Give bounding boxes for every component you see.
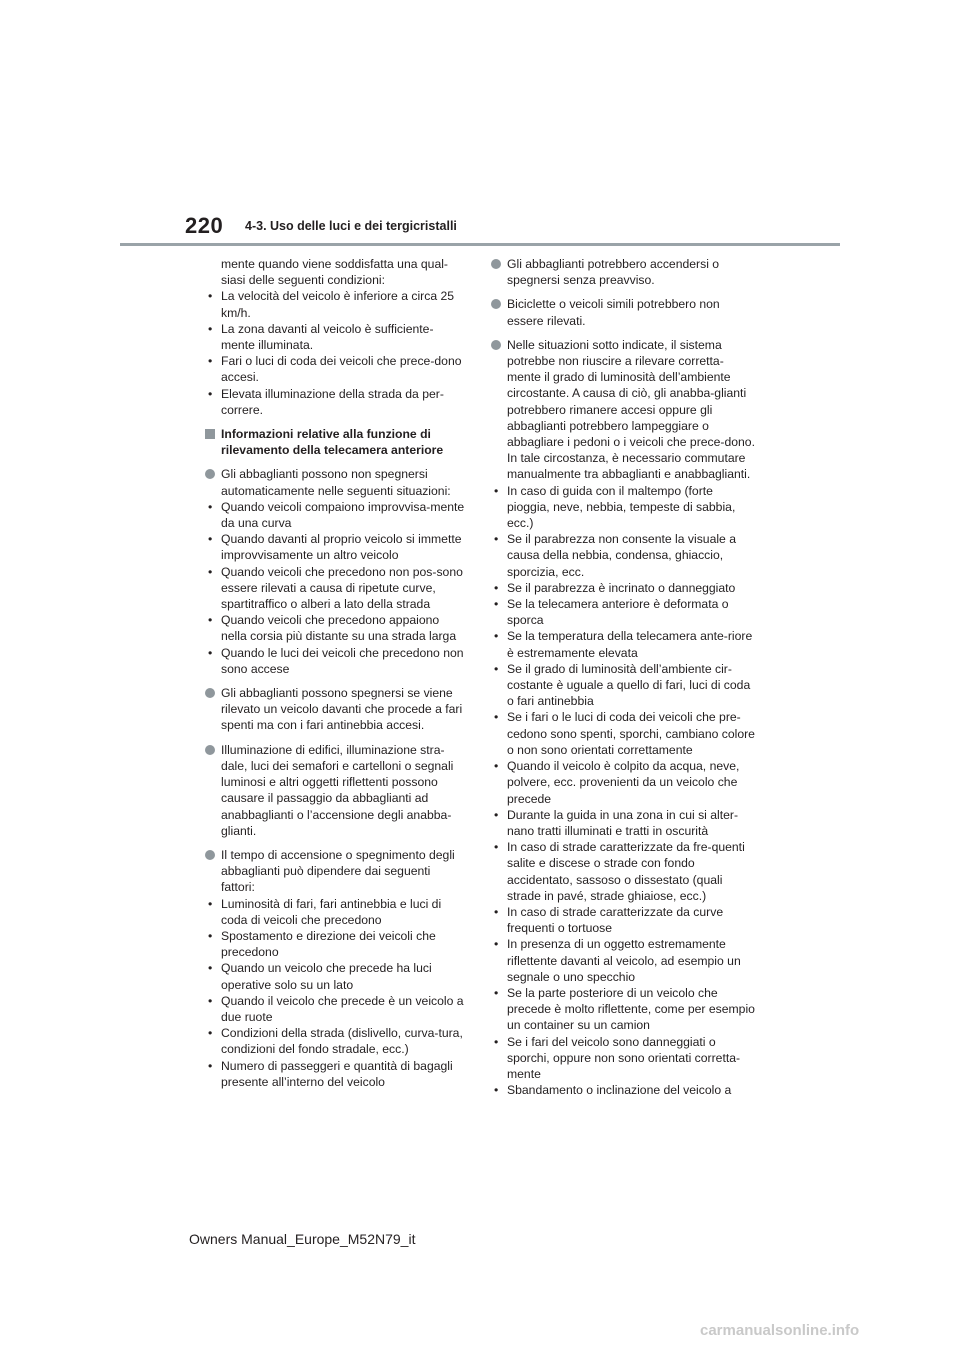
intro-list-item: • La velocità del veicolo è inferiore a circa 25 km/h. [208,289,455,320]
list-item: • Quando il veicolo è colpito da acqua, neve, polvere, ecc. provenienti da un veicolo che precede [494,759,740,806]
dot-icon: • [208,532,213,547]
dot-icon: • [494,985,499,1000]
dot-icon: • [494,1083,499,1098]
circle-bullet-icon [205,685,215,698]
list-item: • In caso di strade caratterizzate da fre-quenti salite e discese o strade con fondo accidentato, sassoso o dissestato (quali strade in pavé, strade ghiaiose, ecc.) [494,840,745,903]
dot-icon: • [208,1058,213,1073]
dot-icon: • [208,499,213,514]
bullet-paragraph: Il tempo di accensione o spegnimento degli abbaglianti può dipendere dai seguenti fattori: [205,847,467,896]
bullet-paragraph: Gli abbaglianti possono non spegnersi automaticamente nelle seguenti situazioni: [205,466,467,498]
dot-icon: • [208,645,213,660]
list-item: • Quando le luci dei veicoli che precedono non sono accese [208,645,464,676]
bullet-block [205,742,467,839]
list-item: • Luminosità di fari, fari antinebbia e luci di coda di veicoli che precedono [208,896,442,927]
dot-icon: • [208,928,213,943]
dot-icon: • [494,840,499,855]
list-item: • Se la temperatura della telecamera ante-riore è estremamente elevata [494,629,753,660]
list-item: • Spostamento e direzione dei veicoli che precedono [208,928,436,960]
dot-icon: • [494,483,499,498]
header-rule [120,243,840,246]
list-item: • Quando davanti al proprio veicolo si immette improvvisamente un altro veicolo [208,532,462,563]
intro-block [205,256,467,418]
list-item: • In presenza di un oggetto estremamente riflettente davanti al veicolo, ad esempio un segnale o uno specchio [494,937,741,984]
dot-icon: • [208,993,213,1008]
bullet-paragraph: Nelle situazioni sotto indicate, il sistema potrebbe non riuscire a rilevare corretta-mente il grado di luminosità dell’ambiente circostante. A causa di ciò, gli anabba-glianti potrebbero rimanere accesi oppure gli abbaglianti potrebbero lampeggiare o abbagliare i pedoni o i veicoli che prece-dono. In tale circostanza, è necessario commutare manualmente tra abbaglianti e anabbaglianti. [491,337,755,483]
section-heading: Informazioni relative alla funzione di rilevamento della telecamera anteriore [205,426,467,458]
dot-icon: • [494,597,499,612]
dot-icon: • [208,961,213,976]
dot-icon: • [208,613,213,628]
dot-icon: • [494,532,499,547]
bullet-paragraph: Biciclette o veicoli simili potrebbero non essere rilevati. [491,296,755,328]
intro-list [205,288,467,418]
section-title: 4-3. Uso delle luci e dei tergicristalli [245,219,457,233]
list-item: • Quando veicoli che precedono appaiono nella corsia più distante su una strada larga [208,613,457,644]
bullet-block [491,337,755,1099]
watermark: carmanualsonline.info [700,1322,860,1339]
right-column [491,256,755,1106]
dot-icon: • [494,661,499,676]
list-item: • Quando veicoli compaiono improvvisa-mente da una curva [208,499,465,531]
list-item: • Se il parabrezza non consente la visuale a causa della nebbia, condensa, ghiaccio, sporcizia, ecc. [494,532,736,579]
bullet-block [205,685,467,734]
dot-icon: • [208,386,213,401]
bullet-block [205,847,467,1090]
intro-list-item: • Fari o luci di coda dei veicoli che prece-dono accesi. [208,354,462,385]
left-column [205,256,467,1098]
circle-bullet-icon [491,296,501,309]
list-item: • Se i fari del veicolo sono danneggiati o sporchi, oppure non sono orientati corretta-mente [494,1034,741,1081]
intro-list-item: • Elevata illuminazione della strada da per-correre. [208,386,444,417]
dot-icon: • [494,904,499,919]
circle-bullet-icon [205,742,215,755]
intro-text: mente quando viene soddisfatta una qual-siasi delle seguenti condizioni: [221,257,448,288]
list-item: • Se la parte posteriore di un veicolo che precede è molto riflettente, come per esempio un container su un camion [494,985,755,1033]
dot-icon: • [494,629,499,644]
list-item: • In caso di strade caratterizzate da curve frequenti o tortuose [494,904,724,936]
dot-icon: • [208,354,213,369]
bullet-block [491,296,755,328]
footer-text: Owners Manual_Europe_M52N79_it [189,1231,416,1247]
list-item: • Quando veicoli che precedono non pos-sono essere rilevati a causa di ripetute curve, spartitraffico o alberi a lato della strada [208,564,463,612]
dot-icon: • [208,1026,213,1041]
list-item: • Sbandamento o inclinazione del veicolo a [494,1083,732,1098]
dot-icon: • [208,321,213,336]
dot-icon: • [208,896,213,911]
dot-icon: • [208,289,213,304]
dot-icon: • [494,807,499,822]
list-item: • In caso di guida con il maltempo (forte pioggia, neve, nebbia, tempeste di sabbia, ecc.) [494,483,736,531]
page-number: 220 [185,213,224,238]
dot-icon: • [494,759,499,774]
bullet-paragraph: Gli abbaglianti potrebbero accendersi o spegnersi senza preavviso. [491,256,755,288]
bullet-paragraph: Gli abbaglianti possono spegnersi se viene rilevato un veicolo davanti che procede a fari spenti ma con i fari antinebbia accesi. [205,685,467,734]
bullet-block [205,466,467,677]
list-item: • Se il grado di luminosità dell’ambiente cir-costante è uguale a quello di fari, luci di coda o fari antinebbia [494,661,751,709]
dot-icon: • [494,937,499,952]
list-item: • Se la telecamera anteriore è deformata o sporca [494,597,729,628]
dot-icon: • [494,710,499,725]
list-item: • Se i fari o le luci di coda dei veicoli che pre-cedono sono spenti, sporchi, cambiano colore o non sono orientati correttamente [494,710,755,757]
list-item: • Quando il veicolo che precede è un veicolo a due ruote [208,993,464,1024]
list-item: • Durante la guida in una zona in cui si alter-nano tratti illuminati e tratti in oscurità [494,807,739,838]
list-item: • Quando un veicolo che precede ha luci operative solo su un lato [208,961,432,992]
list-item: • Numero di passeggeri e quantità di bagagli presente all’interno del veicolo [208,1058,453,1089]
circle-bullet-icon [491,337,501,350]
bullet-paragraph: Illuminazione di edifici, illuminazione stra-dale, luci dei semafori e cartelloni o segnali luminosi e altri oggetti riflettenti possono causare il passaggio da abbaglianti ad anabbaglianti o l’accensione degli anabba-glianti. [205,742,467,839]
dot-icon: • [494,1034,499,1049]
circle-bullet-icon [205,847,215,860]
circle-bullet-icon [491,256,501,269]
bullet-block [491,256,755,288]
dot-icon: • [208,564,213,579]
list-item: • Se il parabrezza è incrinato o danneggiato [494,580,736,595]
dot-icon: • [494,580,499,595]
circle-bullet-icon [205,466,215,479]
intro-list-item: • La zona davanti al veicolo è sufficiente-mente illuminata. [208,321,434,353]
square-bullet-icon [205,426,215,439]
list-item: • Condizioni della strada (dislivello, curva-tura, condizioni del fondo stradale, ecc.) [208,1026,463,1057]
